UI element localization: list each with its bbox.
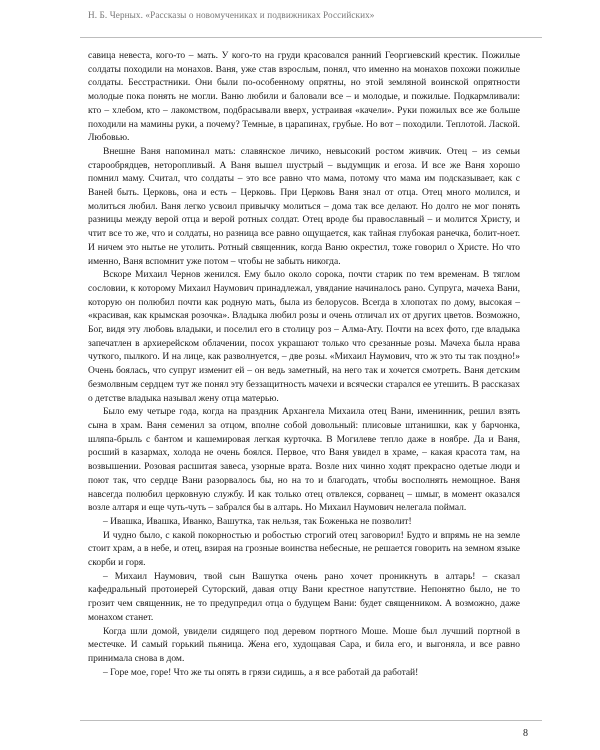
footer-rule <box>80 720 542 721</box>
paragraph: И чудно было, с какой покорностью и робостью строгий отец заговорил! Будто и впрямь не на земле стоит храм, а в небе, и отец, взирая на грозные воинства небесные, не решается говорить на земном языке скорби и горя. <box>88 530 520 569</box>
dialogue-line: – Горе мое, горе! Что же ты опять в грязи сидишь, а я все работай да работай! <box>103 667 419 678</box>
paragraph: Было ему четыре года, когда на праздник Архангела Михаила отец Вани, именинник, решил взять сына в храм. Ваня семенил за отцом, вполне собой довольный: плисовые штанишки, как у барчонка, шляпа-брыль с бантом и кашемировая легкая курточка. В Могилеве тепло даже в ноябре. Да и Ваня, росший в казармах, холода не очень боялся. Первое, что Ваня увидел в храме, – какая красота там, на возвышении. Розовая расшитая завеса, узорные врата. Возле них чинно ходят прекрасно одетые люди и поют так, что сердце Вани разорвалось бы, но на то и благодать, чтобы восполнять немощное. Ваня навсегда полюбил церковную службу. И как только отец отвлекся, сорванец – шмыг, в момент оказался возле алтаря и еще чуть-чуть – забрался бы в алтарь. Но Михаил Наумович нелегала поймал. <box>88 407 520 514</box>
header-rule <box>80 37 542 38</box>
dialogue-line: – Михаил Наумович, твой сын Вашутка очень рано хочет проникнуть в алтарь! – сказал кафедральный протоиерей Суторский, давая отцу Вани крестное напутствие. Непонятно было, не то грозит чем священник, не то предупредил отца о будущем Вани: будет священником. А возможно, даже монахом станет. <box>88 571 520 623</box>
paragraph: Вскоре Михаил Чернов женился. Ему было около сорока, почти старик по тем временам. В тяглом сословии, к которому Михаил Наумович принадлежал, увядание начиналось рано. Супруга, мачеха Вани, которую он полюбил почти как родную мать, была из белорусов. Всегда в хлопотах по дому, высокая – «красивая, как крымская розочка». Владыка любил розы и очень отличал их от других цветов. Возможно, Бог, видя эту любовь владыки, и поселил его в столицу роз – Алма-Ату. Почти на всех фото, где владыка запечатлен в архиерейском облачении, посох украшают только что срезанные розы. Мачеха была нрава чуткого, пылкого. И на лице, как разволнуется, – две розы. «Михаил Наумович, что ж это ты так поздно!» Очень боялась, что супруг изменит ей – он ведь заметный, на него так и хочется смотреть. Ваня детским безмолвным сердцем тут же понял эту беззащитность мачехи и всячески старался ее утешить. В рассказах о детстве владыка называл жену отца матерью. <box>88 270 520 404</box>
body-text <box>88 50 520 680</box>
dialogue-line: – Ивашка, Ивашка, Иванко, Вашутка, так нельзя, так Боженька не позволит! <box>103 516 412 527</box>
paragraph: Внешне Ваня напоминал мать: славянское личико, невысокий ростом живчик. Отец – из семьи старообрядцев, неторопливый. А Ваня вышел шустрый – выдумщик и егоза. И все же Ваня хорошо помнил маму. Считал, что солдаты – это все равно что мама, потому что мама им подсказывает, как с Ваней быть. Церковь, она и есть – Церковь. При Церковь Ваня знал от отца. Отец много молился, и молиться любил. Ваня легко усвоил привычку молиться – дома так все делают. Но долго не мог понять разницы между верой отца и верой ротных солдат. Отец вроде бы православный – и молится Христу, и чтит все то же, что и солдаты, но разница все равно ощущается, как тайная глубокая ранечка, болит-ноет. И ничем это нытье не утолить. Ротный священник, когда Ваню окрестил, тоже говорил о Христе. Но что именно, Ваня вспомнит уже потом – чтобы не забыть никогда. <box>88 146 520 267</box>
paragraph: савица невеста, кого-то – мать. У кого-то на груди красовался ранний Георгиевский крестик. Пожилые солдаты походили на монахов. Ваня, уже став взрослым, понял, что именно на монахов похожи пожилые солдаты. Бесстрастники. Они были по-особенному опрятны, но этой земляной воинской опрятности молодые пока понять не могли. Ваню любили и баловали все – и молодые, и пожилые. Подкармливали: кто – хлебом, кто – лакомством, подбрасывали вверх, устраивая «качели». Руки пожилых все же больше походили на мамины руки, а почему? Темные, в царапинах, грубые. Но вот – походили. Теплотой. Лаской. Любовью. <box>88 51 520 144</box>
page-number: 8 <box>523 728 528 739</box>
paragraph: Когда шли домой, увидели сидящего под деревом портного Моше. Моше был лучший портной в местечке. И самый горький пьяница. Жена его, худощавая Сара, и била его, и выгоняла, и все равно принимала снова в дом. <box>88 626 520 664</box>
running-head: Н. Б. Черных. «Рассказы о новомучениках и подвижниках Российских» <box>88 10 375 20</box>
